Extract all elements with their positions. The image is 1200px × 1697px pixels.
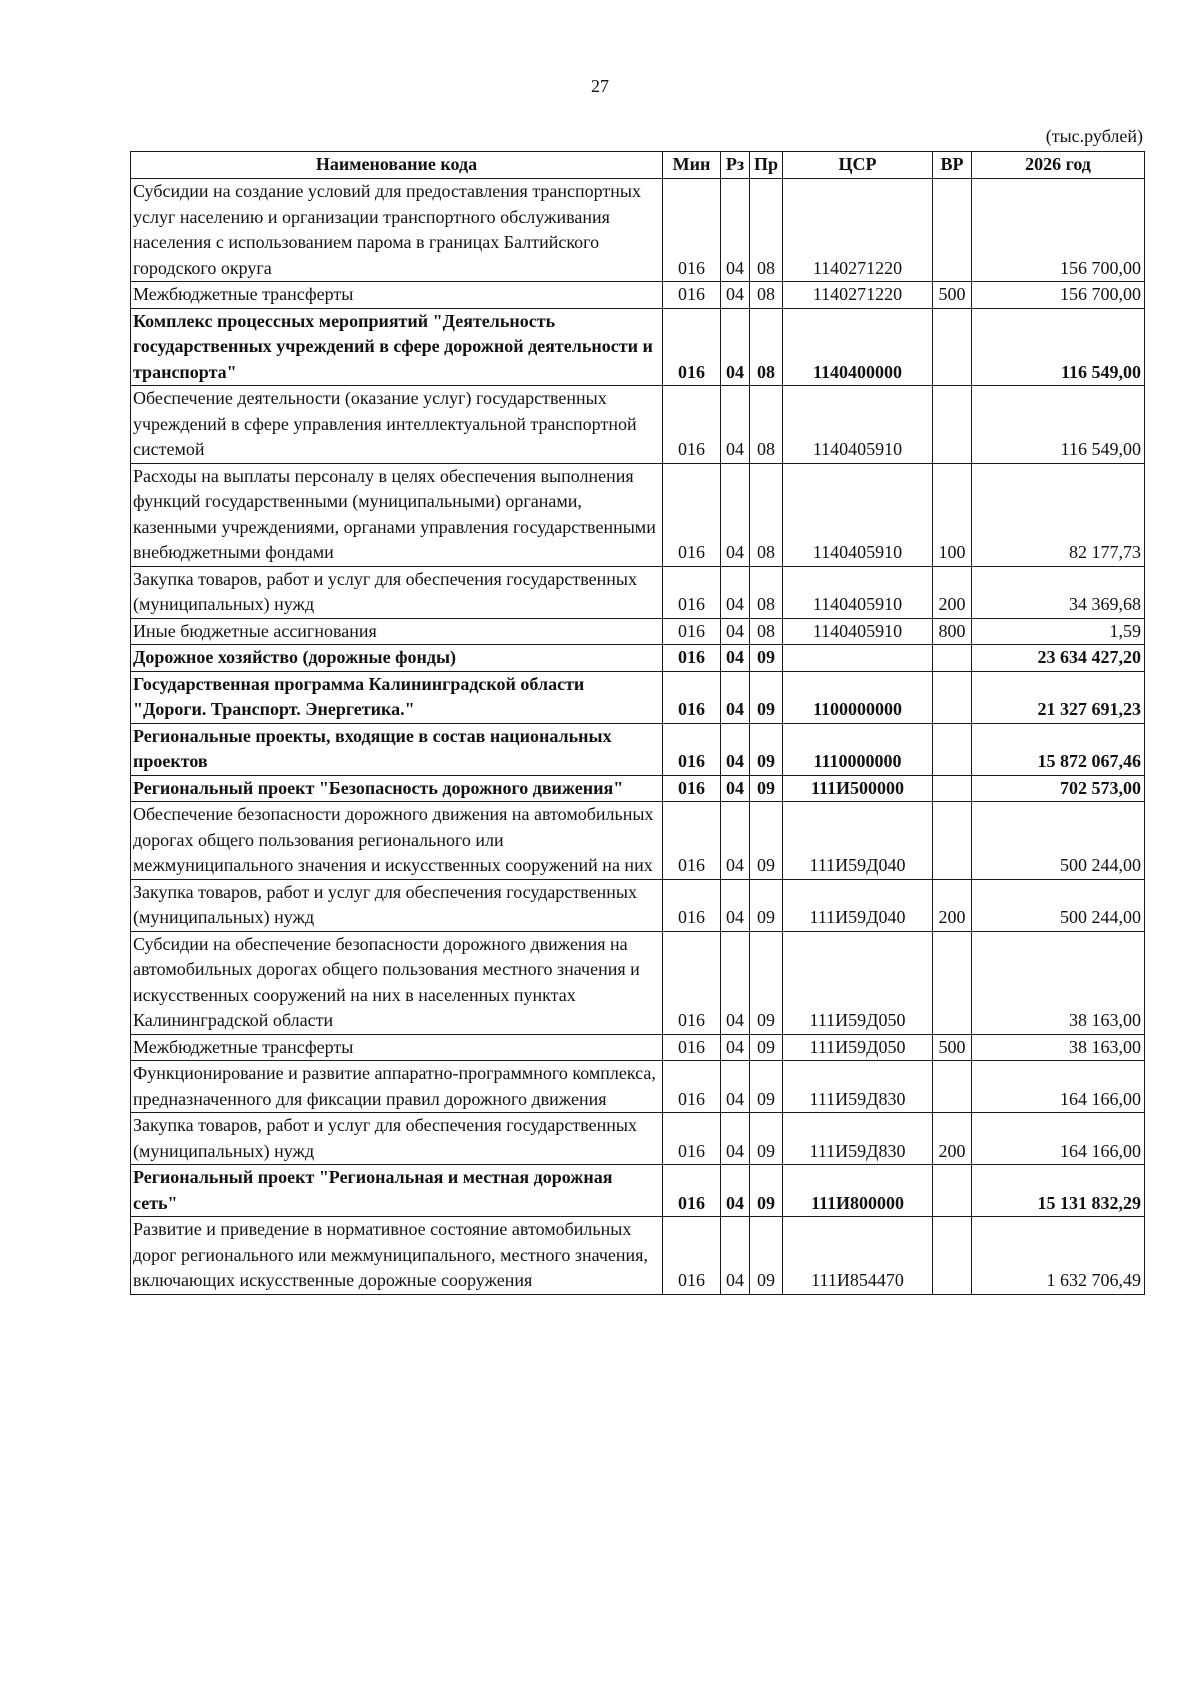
cell-min: 016 [663, 931, 721, 1034]
cell-vr [933, 775, 972, 802]
cell-amount: 500 244,00 [972, 879, 1145, 931]
table-row [131, 566, 1145, 618]
cell-amount: 1 632 706,49 [972, 1217, 1145, 1295]
cell-vr [933, 308, 972, 386]
header-pr: Пр [750, 152, 783, 179]
cell-min: 016 [663, 1113, 721, 1165]
cell-name: Региональный проект "Безопасность дорожного движения" [131, 775, 663, 802]
cell-min: 016 [663, 1061, 721, 1113]
cell-name: Региональные проекты, входящие в состав национальных проектов [131, 723, 663, 775]
cell-name: Закупка товаров, работ и услуг для обеспечения государственных (муниципальных) нужд [131, 879, 663, 931]
cell-name: Комплекс процессных мероприятий "Деятельность государственных учреждений в сфере дорожной деятельности и транспорта" [131, 308, 663, 386]
cell-vr: 500 [933, 1034, 972, 1061]
cell-rz: 04 [721, 879, 750, 931]
cell-amount: 34 369,68 [972, 566, 1145, 618]
header-year: 2026 год [972, 152, 1145, 179]
cell-csr: 111И59Д040 [783, 879, 933, 931]
cell-amount: 164 166,00 [972, 1113, 1145, 1165]
cell-rz: 04 [721, 1034, 750, 1061]
cell-pr: 09 [750, 879, 783, 931]
budget-table [130, 151, 1145, 1295]
cell-amount: 500 244,00 [972, 802, 1145, 880]
cell-pr: 08 [750, 179, 783, 282]
cell-min: 016 [663, 463, 721, 566]
cell-amount: 82 177,73 [972, 463, 1145, 566]
cell-amount: 23 634 427,20 [972, 645, 1145, 672]
table-row [131, 618, 1145, 645]
table-row [131, 1034, 1145, 1061]
header-csr: ЦСР [783, 152, 933, 179]
cell-amount: 1,59 [972, 618, 1145, 645]
page-number: 27 [591, 76, 609, 96]
cell-min: 016 [663, 386, 721, 464]
cell-csr: 1140405910 [783, 386, 933, 464]
cell-name: Иные бюджетные ассигнования [131, 618, 663, 645]
cell-rz: 04 [721, 775, 750, 802]
cell-amount: 116 549,00 [972, 386, 1145, 464]
cell-min: 016 [663, 566, 721, 618]
cell-pr: 08 [750, 386, 783, 464]
table-row [131, 1165, 1145, 1217]
cell-vr [933, 1217, 972, 1295]
cell-vr [933, 931, 972, 1034]
table-row [131, 308, 1145, 386]
cell-csr: 1140271220 [783, 179, 933, 282]
cell-pr: 09 [750, 802, 783, 880]
cell-amount: 15 872 067,46 [972, 723, 1145, 775]
cell-min: 016 [663, 723, 721, 775]
cell-vr: 500 [933, 282, 972, 309]
cell-rz: 04 [721, 179, 750, 282]
table-row [131, 1113, 1145, 1165]
table-row [131, 931, 1145, 1034]
table-row [131, 282, 1145, 309]
cell-csr: 1140405910 [783, 618, 933, 645]
cell-csr: 111И59Д830 [783, 1113, 933, 1165]
cell-csr: 111И59Д040 [783, 802, 933, 880]
cell-rz: 04 [721, 463, 750, 566]
cell-pr: 09 [750, 931, 783, 1034]
table-row [131, 645, 1145, 672]
table-row [131, 775, 1145, 802]
cell-csr: 1100000000 [783, 671, 933, 723]
cell-vr: 200 [933, 566, 972, 618]
cell-min: 016 [663, 879, 721, 931]
cell-name: Закупка товаров, работ и услуг для обеспечения государственных (муниципальных) нужд [131, 566, 663, 618]
cell-amount: 38 163,00 [972, 931, 1145, 1034]
cell-rz: 04 [721, 645, 750, 672]
cell-amount: 156 700,00 [972, 179, 1145, 282]
cell-name: Функционирование и развитие аппаратно-программного комплекса, предназначенного для фиксации правил дорожного движения [131, 1061, 663, 1113]
cell-name: Субсидии на создание условий для предоставления транспортных услуг населению и организации транспортного обслуживания населения с использованием парома в границах Балтийского городского округа [131, 179, 663, 282]
table-row [131, 386, 1145, 464]
cell-vr [933, 723, 972, 775]
header-min: Мин [663, 152, 721, 179]
header-name: Наименование кода [131, 152, 663, 179]
cell-csr: 111И500000 [783, 775, 933, 802]
cell-vr [933, 1061, 972, 1113]
cell-rz: 04 [721, 1061, 750, 1113]
cell-amount: 21 327 691,23 [972, 671, 1145, 723]
table-row [131, 463, 1145, 566]
header-rz: Рз [721, 152, 750, 179]
cell-min: 016 [663, 645, 721, 672]
table-row [131, 179, 1145, 282]
cell-name: Расходы на выплаты персоналу в целях обеспечения выполнения функций государственными (муниципальными) органами, казенными учреждениями, органами управления государственными внебюджетными фондами [131, 463, 663, 566]
cell-name: Закупка товаров, работ и услуг для обеспечения государственных (муниципальных) нужд [131, 1113, 663, 1165]
cell-rz: 04 [721, 1165, 750, 1217]
cell-min: 016 [663, 775, 721, 802]
cell-amount: 164 166,00 [972, 1061, 1145, 1113]
table-row [131, 802, 1145, 880]
cell-csr: 1140405910 [783, 566, 933, 618]
cell-csr: 1140405910 [783, 463, 933, 566]
header-vr: ВР [933, 152, 972, 179]
cell-csr [783, 645, 933, 672]
cell-pr: 08 [750, 282, 783, 309]
cell-vr: 200 [933, 1113, 972, 1165]
cell-pr: 09 [750, 1165, 783, 1217]
cell-vr: 100 [933, 463, 972, 566]
cell-csr: 111И800000 [783, 1165, 933, 1217]
cell-vr [933, 1165, 972, 1217]
cell-csr: 111И59Д830 [783, 1061, 933, 1113]
cell-csr: 1140400000 [783, 308, 933, 386]
cell-amount: 156 700,00 [972, 282, 1145, 309]
cell-min: 016 [663, 179, 721, 282]
cell-vr: 800 [933, 618, 972, 645]
cell-rz: 04 [721, 802, 750, 880]
cell-min: 016 [663, 1165, 721, 1217]
cell-min: 016 [663, 618, 721, 645]
cell-min: 016 [663, 282, 721, 309]
cell-vr [933, 802, 972, 880]
cell-name: Дорожное хозяйство (дорожные фонды) [131, 645, 663, 672]
cell-min: 016 [663, 671, 721, 723]
cell-vr [933, 386, 972, 464]
cell-pr: 08 [750, 463, 783, 566]
cell-min: 016 [663, 1217, 721, 1295]
cell-rz: 04 [721, 282, 750, 309]
cell-pr: 09 [750, 1034, 783, 1061]
table-row [131, 1061, 1145, 1113]
cell-name: Развитие и приведение в нормативное состояние автомобильных дорог регионального или межмуниципального, местного значения, включающих искусственные дорожные сооружения [131, 1217, 663, 1295]
cell-csr: 111И854470 [783, 1217, 933, 1295]
cell-name: Региональный проект "Региональная и местная дорожная сеть" [131, 1165, 663, 1217]
cell-rz: 04 [721, 931, 750, 1034]
cell-vr [933, 179, 972, 282]
table-row [131, 671, 1145, 723]
cell-rz: 04 [721, 671, 750, 723]
cell-pr: 08 [750, 618, 783, 645]
cell-pr: 09 [750, 1217, 783, 1295]
cell-vr: 200 [933, 879, 972, 931]
cell-rz: 04 [721, 1217, 750, 1295]
cell-pr: 09 [750, 723, 783, 775]
cell-name: Государственная программа Калининградской области "Дороги. Транспорт. Энергетика." [131, 671, 663, 723]
cell-rz: 04 [721, 386, 750, 464]
cell-name: Обеспечение безопасности дорожного движения на автомобильных дорогах общего пользования регионального или межмуниципального значения и искусственных сооружений на них [131, 802, 663, 880]
cell-pr: 08 [750, 308, 783, 386]
cell-csr: 111И59Д050 [783, 931, 933, 1034]
cell-pr: 09 [750, 645, 783, 672]
cell-amount: 15 131 832,29 [972, 1165, 1145, 1217]
cell-csr: 1140271220 [783, 282, 933, 309]
table-row [131, 1217, 1145, 1295]
cell-amount: 702 573,00 [972, 775, 1145, 802]
cell-pr: 09 [750, 1061, 783, 1113]
table-row [131, 723, 1145, 775]
units-label: (тыс.рублей) [1045, 126, 1143, 146]
cell-rz: 04 [721, 308, 750, 386]
cell-pr: 09 [750, 775, 783, 802]
cell-vr [933, 671, 972, 723]
cell-amount: 116 549,00 [972, 308, 1145, 386]
cell-pr: 09 [750, 1113, 783, 1165]
cell-rz: 04 [721, 618, 750, 645]
cell-min: 016 [663, 308, 721, 386]
cell-min: 016 [663, 1034, 721, 1061]
cell-name: Межбюджетные трансферты [131, 1034, 663, 1061]
cell-rz: 04 [721, 566, 750, 618]
cell-name: Субсидии на обеспечение безопасности дорожного движения на автомобильных дорогах общего пользования местного значения и искусственных сооружений на них в населенных пунктах Калининградской области [131, 931, 663, 1034]
table-row [131, 879, 1145, 931]
table-header-row [131, 152, 1145, 179]
cell-pr: 08 [750, 566, 783, 618]
cell-pr: 09 [750, 671, 783, 723]
cell-min: 016 [663, 802, 721, 880]
cell-vr [933, 645, 972, 672]
cell-csr: 1110000000 [783, 723, 933, 775]
cell-rz: 04 [721, 1113, 750, 1165]
table-body [131, 179, 1145, 1295]
cell-amount: 38 163,00 [972, 1034, 1145, 1061]
cell-name: Межбюджетные трансферты [131, 282, 663, 309]
cell-rz: 04 [721, 723, 750, 775]
cell-name: Обеспечение деятельности (оказание услуг) государственных учреждений в сфере управления интеллектуальной транспортной системой [131, 386, 663, 464]
cell-csr: 111И59Д050 [783, 1034, 933, 1061]
